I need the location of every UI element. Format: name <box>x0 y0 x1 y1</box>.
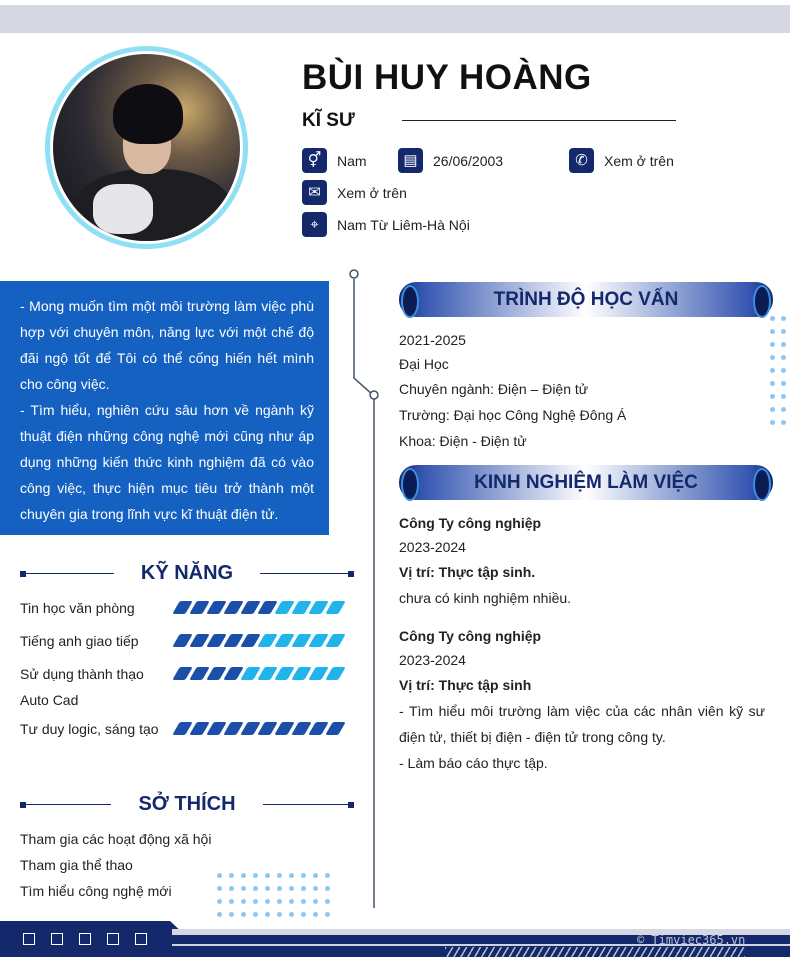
job-detail: - Làm báo cáo thực tập. <box>399 755 548 771</box>
dot <box>253 873 258 878</box>
education-faculty: Khoa: Điện - Điện tử <box>399 433 527 449</box>
skill-segment <box>325 634 346 647</box>
skill-segment <box>325 667 346 680</box>
hobby-item: Tìm hiểu công nghệ mới <box>20 883 172 899</box>
phone-value: Xem ở trên <box>604 152 674 169</box>
dot <box>770 381 775 386</box>
footer-square-decoration <box>51 933 63 945</box>
dot <box>781 329 786 334</box>
title-divider <box>402 120 676 121</box>
dot <box>325 912 330 917</box>
dot <box>781 420 786 425</box>
dot <box>241 873 246 878</box>
profile-photo <box>53 54 240 241</box>
dot <box>781 316 786 321</box>
dot <box>265 886 270 891</box>
watermark: © Timviec365.vn <box>637 933 746 947</box>
footer-square-decoration <box>79 933 91 945</box>
dot <box>217 886 222 891</box>
dot <box>241 912 246 917</box>
skill-segment <box>325 722 346 735</box>
dot-pattern-decoration <box>217 873 330 917</box>
dot <box>325 899 330 904</box>
dot <box>229 912 234 917</box>
candidate-name: BÙI HUY HOÀNG <box>302 58 592 97</box>
objective-paragraph: - Mong muốn tìm một môi trường làm việc phù hợp với chuyên môn, năng lực với một chế độ đãi ngộ tốt để Tôi có thể cống hiến hết mình cho công việc. <box>20 298 314 392</box>
dot <box>265 899 270 904</box>
skills-heading <box>20 562 354 585</box>
dot <box>301 899 306 904</box>
job-company: Công Ty công nghiệp <box>399 515 542 531</box>
dot <box>217 873 222 878</box>
dot <box>770 316 775 321</box>
contact-birthday <box>398 148 503 173</box>
dot <box>325 886 330 891</box>
dot <box>265 912 270 917</box>
dot <box>781 394 786 399</box>
education-title: TRÌNH ĐỘ HỌC VẤN <box>493 288 679 310</box>
education-period: 2021-2025 <box>399 332 466 348</box>
dot <box>289 912 294 917</box>
footer-square-decoration <box>135 933 147 945</box>
dot <box>289 899 294 904</box>
experience-ribbon <box>399 465 773 500</box>
dot <box>781 368 786 373</box>
dot <box>301 886 306 891</box>
dot <box>229 873 234 878</box>
dot <box>277 873 282 878</box>
job-position: Vị trí: Thực tập sinh. <box>399 564 536 580</box>
gender-value: Nam <box>337 152 367 169</box>
phone-icon: ✆ <box>569 148 594 173</box>
dot <box>301 912 306 917</box>
contact-email <box>302 180 407 205</box>
dot <box>289 886 294 891</box>
dot <box>770 342 775 347</box>
dot <box>229 886 234 891</box>
hobbies-title: SỞ THÍCH <box>138 793 236 815</box>
dot <box>277 886 282 891</box>
hobbies-heading <box>20 793 354 816</box>
hobby-item: Tham gia các hoạt động xã hội <box>20 831 212 847</box>
dot <box>770 368 775 373</box>
dot <box>217 912 222 917</box>
skill-bar <box>176 634 346 647</box>
education-degree: Đại Học <box>399 356 449 372</box>
job-period: 2023-2024 <box>399 539 466 555</box>
education-school: Trường: Đại học Công Nghệ Đông Á <box>399 407 627 423</box>
dot <box>325 873 330 878</box>
dot <box>781 355 786 360</box>
skill-bar <box>176 601 346 614</box>
job-position: Vị trí: Thực tập sinh <box>399 677 532 693</box>
job-title: KĨ SƯ <box>302 110 355 131</box>
dot <box>277 899 282 904</box>
dot <box>770 394 775 399</box>
skill-label: Tin học văn phòng <box>20 600 135 616</box>
education-major: Chuyên ngành: Điện – Điện tử <box>399 381 589 397</box>
hobby-item: Tham gia thể thao <box>20 857 133 873</box>
job-detail: - Tìm hiểu môi trường làm việc của các nhân viên kỹ sư điện tử, thiết bị điện - điện tử trong công ty. <box>399 703 765 745</box>
skill-label: Tiếng anh giao tiếp <box>20 633 139 649</box>
experience-title: KINH NGHIỆM LÀM VIỆC <box>474 471 698 493</box>
dot <box>781 381 786 386</box>
top-band <box>0 5 790 33</box>
dot <box>277 912 282 917</box>
dot <box>770 420 775 425</box>
dot <box>289 873 294 878</box>
contact-phone <box>569 148 674 173</box>
envelope-icon: ✉ <box>302 180 327 205</box>
email-value: Xem ở trên <box>337 184 407 201</box>
dot-pattern-decoration <box>770 316 786 425</box>
contact-address <box>302 212 470 237</box>
dot <box>241 899 246 904</box>
skill-label: Sử dụng thành thạo Auto Cad <box>20 666 144 708</box>
career-objective <box>0 281 329 535</box>
skill-segment <box>325 601 346 614</box>
skills-title: KỸ NĂNG <box>140 562 234 584</box>
dot <box>253 899 258 904</box>
avatar <box>45 46 248 249</box>
job-period: 2023-2024 <box>399 652 466 668</box>
gender-icon: ⚥ <box>302 148 327 173</box>
skill-bar <box>176 667 346 680</box>
dot <box>253 912 258 917</box>
dot <box>313 899 318 904</box>
skill-label: Tư duy logic, sáng tạo <box>20 721 159 737</box>
dot <box>313 873 318 878</box>
education-ribbon <box>399 282 773 317</box>
address-value: Nam Từ Liêm-Hà Nội <box>337 216 470 233</box>
dot <box>781 407 786 412</box>
dot <box>781 342 786 347</box>
footer-square-decoration <box>23 933 35 945</box>
dot <box>217 899 222 904</box>
contact-gender <box>302 148 367 173</box>
dot <box>313 912 318 917</box>
footer-square-decoration <box>107 933 119 945</box>
dot <box>265 873 270 878</box>
birthday-value: 26/06/2003 <box>433 152 504 169</box>
dot <box>301 873 306 878</box>
dot <box>229 899 234 904</box>
birthday-cake-icon: ▤ <box>398 148 423 173</box>
dot <box>313 886 318 891</box>
objective-paragraph: - Tìm hiểu, nghiên cứu sâu hơn về ngành kỹ thuật điện những công nghệ mới cũng như áp dụng những kiến thức kinh nghiệm đã có vào công việc, thực hiện mục tiêu trở thành một chuyên gia trong lĩnh vực kĩ thuật điện tử. <box>20 402 314 522</box>
dot <box>770 329 775 334</box>
dot <box>770 355 775 360</box>
job-detail: chưa có kinh nghiệm nhiều. <box>399 590 572 606</box>
dot <box>241 886 246 891</box>
skill-bar <box>176 722 346 735</box>
dot <box>770 407 775 412</box>
job-company: Công Ty công nghiệp <box>399 628 542 644</box>
footer-hatch-decoration <box>445 947 745 957</box>
dot <box>253 886 258 891</box>
location-pin-icon: ⌖ <box>302 212 327 237</box>
